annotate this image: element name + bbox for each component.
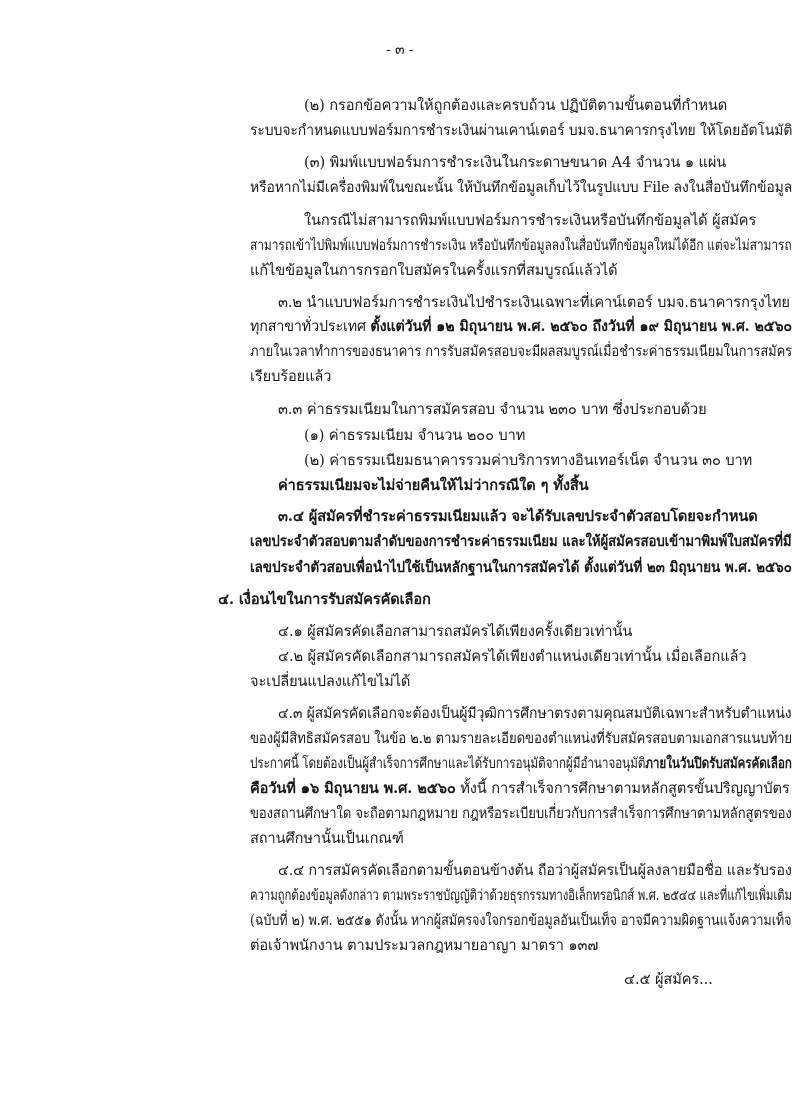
text-line: (๒) ค่าธรรมเนียมธนาคารรวมค่าบริการทางอินเทอร์เน็ต จำนวน ๓๐ บาท — [304, 452, 753, 469]
text-line: ๔.๓ ผู้สมัครคัดเลือกจะต้องเป็นผู้มีวุฒิการศึกษาตรงตามคุณสมบัติเฉพาะสำหรับตำแหน่ง — [278, 705, 792, 722]
text-line: ภายในเวลาทำการของธนาคาร การรับสมัครสอบจะมีผลสมบูรณ์เมื่อชำระค่าธรรมเนียมในการสมัคร — [250, 343, 793, 360]
text-line: ๓.๒ นำแบบฟอร์มการชำระเงินไปชำระเงินเฉพาะที่เคาน์เตอร์ บมจ.ธนาคารกรุงไทย — [278, 294, 790, 311]
text-line: ๔.๔ การสมัครคัดเลือกตามขั้นตอนข้างต้น ถือว่าผู้สมัครเป็นผู้ลงลายมือชื่อ และรับรอง — [278, 862, 792, 879]
deadline-text: ภายในวันปิดรับสมัครคัดเลือก — [645, 755, 792, 772]
text-line — [250, 317, 792, 337]
text-line: ระบบจะกำหนดแบบฟอร์มการชำระเงินผ่านเคาน์เตอร์ บมจ.ธนาคารกรุงไทย ให้โดยอัตโนมัติ — [250, 122, 793, 139]
text-segment: ประกาศนี้ โดยต้องเป็นผู้สำเร็จการศึกษาและได้รับการอนุมัติจากผู้มีอำนาจอนุมัติ — [250, 755, 646, 772]
text-line: ต่อเจ้าพนักงาน ตามประมวลกฎหมายอาญา มาตรา ๑๓๗ — [250, 937, 599, 954]
text-line: เรียบร้อยแล้ว — [250, 368, 332, 385]
continuation-marker: ๔.๕ ผู้สมัคร... — [624, 971, 713, 988]
text-line: (ฉบับที่ ๒) พ.ศ. ๒๕๕๑ ดังนั้น หากผู้สมัครจงใจกรอกข้อมูลอันเป็นเท็จ อาจมีความผิดฐานแจ้งความเท็จ — [250, 912, 792, 929]
text-line: ๔.๑ ผู้สมัครคัดเลือกสามารถสมัครได้เพียงครั้งเดียวเท่านั้น — [278, 623, 633, 640]
text-line — [250, 754, 792, 774]
text-line: ของสถานศึกษาใด จะถือตามกฎหมาย กฎหรือระเบียบเกี่ยวกับการสำเร็จการศึกษาตามหลักสูตรของ — [250, 805, 792, 822]
text-line: ๔.๒ ผู้สมัครคัดเลือกสามารถสมัครได้เพียงตำแหน่งเดียวเท่านั้น เมื่อเลือกแล้ว — [278, 648, 747, 665]
text-line: ๓.๓ ค่าธรรมเนียมในการสมัครสอบ จำนวน ๒๓๐ บาท ซึ่งประกอบด้วย — [278, 401, 707, 418]
text-line: ของผู้มีสิทธิสมัครสอบ ในข้อ ๒.๒ ตามรายละเอียดของตำแหน่งที่รับสมัครสอบตามเอกสารแนบท้าย — [250, 730, 793, 747]
deadline-date: คือวันที่ ๑๖ มิถุนายน พ.ศ. ๒๕๖๐ — [250, 780, 456, 797]
text-line: ๓.๔ ผู้สมัครที่ชำระค่าธรรมเนียมแล้ว จะได้รับเลขประจำตัวสอบโดยจะกำหนด — [278, 508, 758, 525]
text-line: เลขประจำตัวสอบตามลำดับของการชำระค่าธรรมเนียม และให้ผู้สมัครสอบเข้ามาพิมพ์ใบสมัครที่มี — [250, 533, 792, 550]
text-line: (๒) กรอกข้อความให้ถูกต้องและครบถ้วน ปฏิบัติตามขั้นตอนที่กำหนด — [304, 97, 728, 114]
fee-notice: ค่าธรรมเนียมจะไม่จ่ายคืนให้ไม่ว่ากรณีใด ๆ ทั้งสิ้น — [278, 477, 589, 494]
date-range: ตั้งแต่วันที่ ๑๒ มิถุนายน พ.ศ. ๒๕๖๐ ถึงวันที่ ๑๙ มิถุนายน พ.ศ. ๒๕๖๐ — [370, 318, 792, 335]
text-line: สามารถเข้าไปพิมพ์แบบฟอร์มการชำระเงิน หรือบันทึกข้อมูลลงในสื่อบันทึกข้อมูลใหม่ได้อีก แต่จะไม่สามารถ — [250, 237, 792, 254]
page-number: - ๓ - — [386, 42, 414, 58]
text-segment: ทั้งนี้ การสำเร็จการศึกษาตามหลักสูตรขั้นปริญญาบัตร — [460, 780, 790, 797]
text-line: (๓) พิมพ์แบบฟอร์มการชำระเงินในกระดาษขนาด A4 จำนวน ๑ แผ่น — [304, 154, 727, 171]
text-line: เลขประจำตัวสอบเพื่อนำไปใช้เป็นหลักฐานในการสมัครได้ ตั้งแต่วันที่ ๒๓ มิถุนายน พ.ศ. ๒๕๖๐ — [250, 559, 792, 576]
text-line: ความถูกต้องข้อมูลดังกล่าว ตามพระราชบัญญัติว่าด้วยธุรกรรมทางอิเล็กทรอนิกส์ พ.ศ. ๒๕๔๔ และที่แก้ไขเพิ่มเติม — [250, 887, 792, 904]
text-line — [250, 779, 790, 799]
text-line: (๑) ค่าธรรมเนียม จำนวน ๒๐๐ บาท — [304, 427, 526, 444]
text-line: ในกรณีไม่สามารถพิมพ์แบบฟอร์มการชำระเงินหรือบันทึกข้อมูลได้ ผู้สมัคร — [304, 212, 757, 229]
text-line: จะเปลี่ยนแปลงแก้ไขไม่ได้ — [250, 673, 411, 690]
section-heading: ๔. เงื่อนไขในการรับสมัครคัดเลือก — [218, 591, 431, 608]
text-line: หรือหากไม่มีเครื่องพิมพ์ในขณะนั้น ให้บันทึกข้อมูลเก็บไว้ในรูปแบบ File ลงในสื่อบันทึกข้อมูล — [250, 179, 793, 196]
text-segment: ทุกสาขาทั่วประเทศ — [250, 318, 366, 335]
text-line: แก้ไขข้อมูลในการกรอกใบสมัครในครั้งแรกที่สมบูรณ์แล้วได้ — [250, 262, 618, 279]
text-line: สถานศึกษานั้นเป็นเกณฑ์ — [250, 830, 404, 847]
